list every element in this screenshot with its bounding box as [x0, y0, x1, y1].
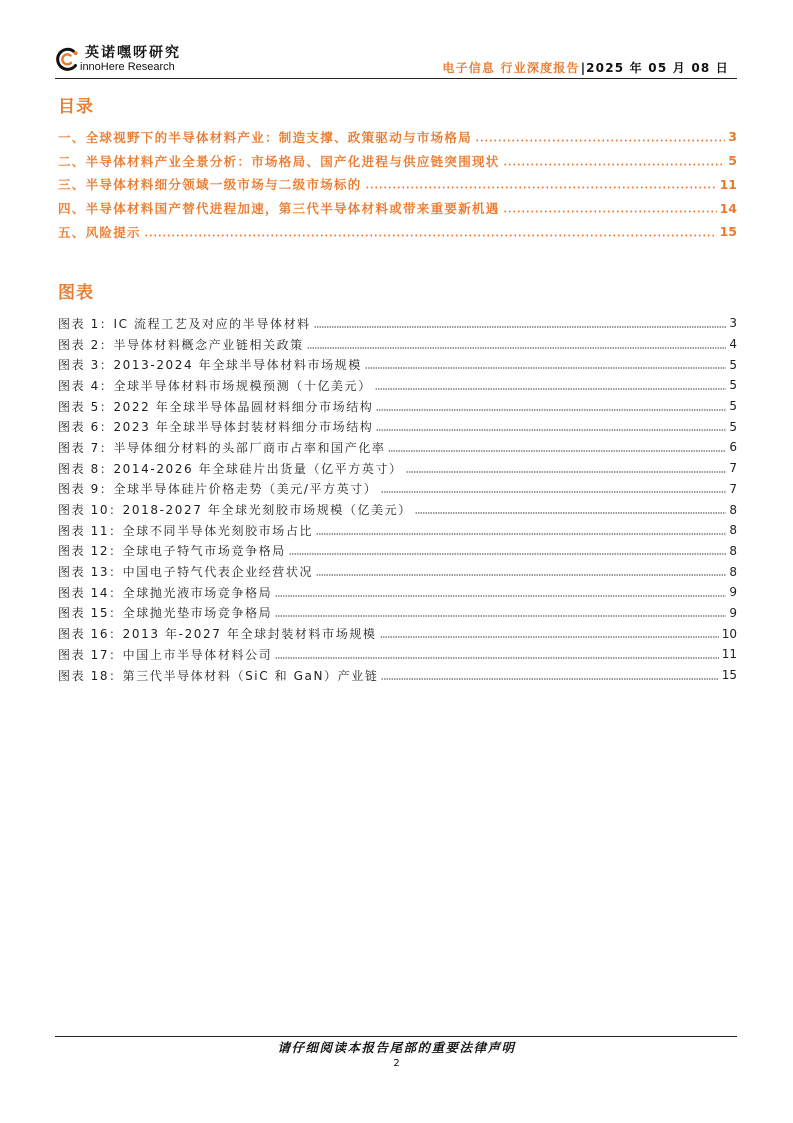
- figure-entry-14[interactable]: [58, 582, 737, 603]
- toc-list: [58, 125, 737, 244]
- toc-entry-5[interactable]: [58, 220, 737, 244]
- dot-leader: [376, 402, 726, 411]
- dot-leader: [375, 381, 727, 390]
- meta-separator: |: [580, 61, 586, 75]
- toc-entry-1[interactable]: [58, 125, 737, 149]
- report-meta: [442, 60, 729, 76]
- figure-list: [58, 313, 737, 685]
- toc-entry-page: 14: [719, 200, 737, 216]
- toc-entry-label: 五、风险提示: [58, 224, 141, 240]
- dot-leader: [275, 608, 726, 617]
- logo-chinese-name: 英诺嘿呀研究: [85, 45, 181, 61]
- figure-entry-16[interactable]: [58, 623, 737, 644]
- dot-leader: [381, 484, 727, 493]
- figure-entry-label: 图表 11：全球不同半导体光刻胶市场占比: [58, 523, 314, 538]
- toc-entry-page: 3: [728, 129, 737, 145]
- dot-leader: [388, 443, 726, 452]
- figure-entry-7[interactable]: [58, 437, 737, 458]
- figure-entry-page: 5: [729, 399, 737, 414]
- figure-entry-page: 6: [729, 440, 737, 455]
- logo-english-name: innoHere Research: [80, 61, 175, 73]
- toc-entry-label: 二、半导体材料产业全景分析：市场格局、国产化进程与供应链突围现状: [58, 153, 500, 169]
- figure-entry-10[interactable]: [58, 499, 737, 520]
- toc-entry-label: 一、全球视野下的半导体材料产业：制造支撑、政策驱动与市场格局: [58, 129, 473, 145]
- dot-leader: [503, 156, 726, 166]
- figure-entry-17[interactable]: [58, 644, 737, 665]
- figure-entry-label: 图表 5：2022 年全球半导体晶圆材料细分市场结构: [58, 399, 374, 414]
- figure-entry-18[interactable]: [58, 665, 737, 686]
- toc-entry-label: 三、半导体材料细分领域一级市场与二级市场标的: [58, 177, 362, 193]
- figure-entry-13[interactable]: [58, 561, 737, 582]
- figure-entry-page: 8: [729, 543, 737, 558]
- figure-entry-page: 5: [729, 357, 737, 372]
- figure-entry-page: 9: [729, 605, 737, 620]
- figure-entry-label: 图表 1：IC 流程工艺及对应的半导体材料: [58, 316, 311, 331]
- figure-entry-label: 图表 3：2013-2024 年全球半导体材料市场规模: [58, 358, 362, 373]
- figure-entry-label: 图表 15：全球抛光垫市场竞争格局: [58, 606, 273, 621]
- dot-leader: [406, 464, 727, 473]
- dot-leader: [503, 203, 717, 213]
- figure-entry-page: 5: [729, 419, 737, 434]
- legal-notice: 请仔细阅读本报告尾部的重要法律声明: [277, 1040, 516, 1055]
- toc-title: 目录: [58, 97, 94, 117]
- figure-entry-page: 7: [729, 481, 737, 496]
- figure-entry-label: 图表 4：全球半导体材料市场规模预测（十亿美元）: [58, 378, 372, 393]
- figure-entry-page: 8: [729, 502, 737, 517]
- figure-entry-label: 图表 16：2013 年-2027 年全球封装材料市场规模: [58, 627, 377, 642]
- dot-leader: [475, 132, 725, 142]
- dot-leader: [289, 546, 726, 555]
- figure-entry-page: 15: [721, 668, 737, 683]
- toc-entry-2[interactable]: [58, 149, 737, 173]
- dot-leader: [307, 340, 727, 349]
- toc-entry-page: 15: [719, 224, 737, 240]
- dot-leader: [381, 671, 718, 680]
- report-date: 2025 年 05 月 08 日: [586, 61, 729, 75]
- dot-leader: [275, 650, 718, 659]
- page-number: 2: [393, 1058, 400, 1069]
- figure-entry-8[interactable]: [58, 458, 737, 479]
- figure-entry-page: 8: [729, 564, 737, 579]
- dot-leader: [376, 422, 726, 431]
- figure-entry-label: 图表 7：半导体细分材料的头部厂商市占率和国产化率: [58, 440, 386, 455]
- figure-entry-page: 7: [729, 461, 737, 476]
- figure-entry-page: 5: [729, 378, 737, 393]
- figure-entry-page: 11: [721, 647, 737, 662]
- dot-leader: [365, 179, 717, 189]
- dot-leader: [316, 526, 726, 535]
- dot-leader: [314, 319, 727, 328]
- dot-leader: [365, 360, 726, 369]
- report-category: 电子信息 行业深度报告: [442, 61, 580, 75]
- dot-leader: [275, 588, 726, 597]
- figure-entry-page: 9: [729, 585, 737, 600]
- figure-entry-page: 10: [721, 626, 737, 641]
- figure-entry-2[interactable]: [58, 334, 737, 355]
- figure-entry-label: 图表 9：全球半导体硅片价格走势（美元/平方英寸）: [58, 482, 378, 497]
- figure-entry-label: 图表 2：半导体材料概念产业链相关政策: [58, 337, 304, 352]
- innohere-logo-icon: [54, 46, 80, 72]
- figures-title: 图表: [58, 283, 94, 303]
- figure-entry-3[interactable]: [58, 354, 737, 375]
- figure-entry-5[interactable]: [58, 396, 737, 417]
- figure-entry-label: 图表 13：中国电子特气代表企业经营状况: [58, 565, 314, 580]
- header-divider: [55, 78, 737, 79]
- footer-divider: [55, 1036, 737, 1037]
- figure-entry-page: 4: [729, 337, 737, 352]
- dot-leader: [415, 505, 726, 514]
- figure-entry-label: 图表 17：中国上市半导体材料公司: [58, 647, 273, 662]
- toc-entry-page: 5: [728, 153, 737, 169]
- figure-entry-page: 8: [729, 523, 737, 538]
- dot-leader: [380, 629, 719, 638]
- figure-entry-label: 图表 10：2018-2027 年全球光刻胶市场规模（亿美元）: [58, 503, 412, 518]
- dot-leader: [144, 227, 717, 237]
- dot-leader: [316, 567, 726, 576]
- figure-entry-6[interactable]: [58, 416, 737, 437]
- figure-entry-15[interactable]: [58, 603, 737, 624]
- toc-entry-4[interactable]: [58, 196, 737, 220]
- toc-entry-label: 四、半导体材料国产替代进程加速，第三代半导体材料或带来重要新机遇: [58, 201, 500, 217]
- figure-entry-11[interactable]: [58, 520, 737, 541]
- figure-entry-9[interactable]: [58, 479, 737, 500]
- figure-entry-12[interactable]: [58, 541, 737, 562]
- figure-entry-label: 图表 14：全球抛光液市场竞争格局: [58, 585, 273, 600]
- figure-entry-4[interactable]: [58, 375, 737, 396]
- figure-entry-label: 图表 12：全球电子特气市场竞争格局: [58, 544, 286, 559]
- figure-entry-label: 图表 6：2023 年全球半导体封装材料细分市场结构: [58, 420, 374, 435]
- toc-entry-3[interactable]: [58, 173, 737, 197]
- figure-entry-label: 图表 18：第三代半导体材料（SiC 和 GaN）产业链: [58, 668, 379, 683]
- figure-entry-label: 图表 8：2014-2026 年全球硅片出货量（亿平方英寸）: [58, 461, 403, 476]
- toc-entry-page: 11: [719, 176, 737, 192]
- figure-entry-page: 3: [729, 316, 737, 331]
- figure-entry-1[interactable]: [58, 313, 737, 334]
